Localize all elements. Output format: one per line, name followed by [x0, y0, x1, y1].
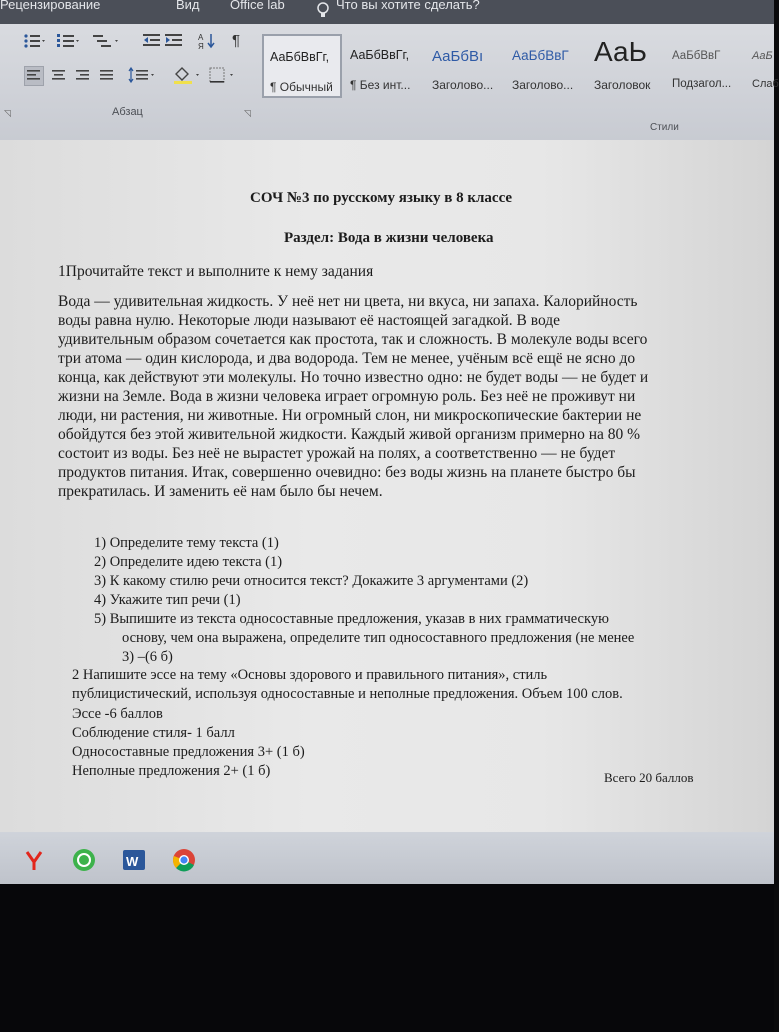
line-spacing-button[interactable] — [128, 67, 158, 85]
task2-line: Неполные предложения 2+ (1 б) — [72, 763, 271, 779]
style-subtle-emphasis[interactable]: АаБ Слаб — [752, 50, 779, 90]
increase-indent-button[interactable] — [164, 32, 184, 50]
question-item: 4) Укажите тип речи (1) — [94, 592, 241, 608]
question-item: 1) Определите тему текста (1) — [94, 535, 279, 551]
align-center-button[interactable] — [50, 67, 68, 85]
question-item: 2) Определите идею текста (1) — [94, 554, 283, 570]
question-item: основу, чем она выражена, определите тип односоставного предложения (не менее — [122, 630, 635, 646]
align-right-button[interactable] — [74, 67, 92, 85]
align-right-icon — [74, 67, 92, 83]
lightbulb-icon — [316, 2, 330, 18]
question-item: 3) К какому стилю речи относится текст? Докажите 3 аргументами (2) — [94, 573, 529, 589]
pilcrow-icon: ¶ — [232, 32, 241, 49]
justify-button[interactable] — [98, 67, 116, 85]
chrome-icon[interactable] — [170, 846, 198, 874]
multilevel-list-icon — [92, 32, 122, 50]
word-icon[interactable] — [120, 846, 148, 874]
numbering-icon — [56, 32, 82, 50]
style-heading-1[interactable]: АаБбВı Заголово... — [432, 48, 494, 92]
svg-text:A: A — [198, 33, 204, 42]
question-item: 3) –(6 б) — [122, 649, 173, 665]
style-no-spacing[interactable]: АаБбВвГг, ¶ Без инт... — [350, 48, 411, 92]
ribbon-tab-bar — [0, 0, 774, 24]
styles-gallery — [262, 34, 779, 96]
task1-heading: 1Прочитайте текст и выполните к нему задания — [58, 263, 374, 280]
whatsapp-icon[interactable] — [70, 846, 98, 874]
bullets-button[interactable] — [22, 32, 48, 50]
style-title[interactable]: АаЬ Заголовок — [594, 36, 651, 92]
borders-button[interactable] — [208, 66, 238, 84]
text-line: три атома — один кислорода, и два водорода. Тем не менее, учёным всё ещё не ясно до — [58, 350, 636, 367]
tab-office-lab[interactable]: Office lab — [230, 0, 285, 12]
bullets-icon — [22, 32, 48, 50]
text-line: Вода — удивительная жидкость. У неё нет ни цвета, ни вкуса, ни запаха. Калорийность — [58, 293, 638, 310]
text-line: продуктов питания. Итак, совершенно очевидно: без воды жизнь на планете быстро бы — [58, 464, 636, 481]
task2-line: 2 Напишите эссе на тему «Основы здорового и правильного питания», стиль — [72, 667, 548, 683]
document-page[interactable] — [0, 140, 774, 832]
tab-review[interactable]: Рецензирование — [0, 0, 101, 12]
tell-me-search[interactable]: Что вы хотите сделать? — [336, 0, 480, 12]
yandex-icon[interactable] — [20, 846, 48, 874]
style-heading-2[interactable]: АаБбВвГ Заголово... — [512, 48, 574, 92]
multilevel-list-button[interactable] — [92, 32, 122, 50]
question-item: 5) Выпишите из текста односоставные предложения, указав в них грамматическую — [94, 611, 609, 627]
taskbar — [0, 832, 774, 884]
task2-line: Односоставные предложения 3+ (1 б) — [72, 744, 305, 760]
task2-line: публицистический, используя односоставные и неполные предложения. Объем 100 слов. — [72, 686, 623, 702]
document-title: СОЧ №3 по русскому языку в 8 классе — [250, 190, 513, 206]
svg-text:W: W — [126, 854, 139, 869]
increase-indent-icon — [164, 32, 184, 50]
svg-text:Я: Я — [198, 42, 204, 51]
justify-icon — [98, 67, 116, 83]
style-subtitle[interactable]: АаБбВвГ Подзагол... — [672, 50, 732, 90]
paint-bucket-icon — [172, 66, 204, 84]
total-score: Всего 20 баллов — [604, 770, 694, 785]
text-line: люди, ни растения, ни животные. Ни огромный слон, ни микроскопические бактерии не — [58, 407, 642, 424]
text-line: удивительным образом сочетается как простота, так и сложность. В молекуле воды всего — [58, 331, 648, 348]
align-left-button[interactable] — [24, 66, 44, 86]
text-line: воды равна нулю. Некоторые люди называют её настоящей загадкой. В воде — [58, 312, 561, 329]
text-line: жизни на Земле. Вода в жизни человека играет огромную роль. Без неё не проживут ни — [58, 388, 636, 405]
pilcrow-button[interactable] — [232, 32, 240, 50]
sort-az-icon — [198, 32, 218, 50]
section-heading: Раздел: Вода в жизни человека — [284, 230, 494, 246]
monitor-bezel — [0, 884, 774, 1032]
task2-line: Соблюдение стиля- 1 балл — [72, 725, 235, 741]
style-normal[interactable]: АаБбВвГг, ¶ Обычный — [262, 34, 342, 98]
paragraph-dialog-launcher-icon[interactable]: ◹ — [244, 108, 251, 118]
align-center-icon — [50, 67, 68, 83]
decrease-indent-button[interactable] — [142, 32, 162, 50]
text-line: конца, как действуют эти молекулы. Но точно известно одно: не будет воды — не будет и — [58, 369, 649, 386]
text-line: обойдутся без этой живительной жидкости. Каждый живой организм примерно на 80 % — [58, 426, 641, 443]
styles-group-label: Стили — [650, 122, 679, 133]
align-left-icon — [25, 67, 43, 83]
paragraph-group-label: Абзац — [112, 106, 143, 118]
text-line: прекратилась. И заменить её нам было бы нечем. — [58, 483, 383, 500]
text-line: состоит из воды. Без неё не вырастет урожай на полях, а соответственно — не будет — [58, 445, 616, 462]
line-spacing-icon — [128, 67, 158, 83]
decrease-indent-icon — [142, 32, 162, 50]
borders-icon — [208, 66, 238, 84]
tab-view[interactable]: Вид — [176, 0, 200, 12]
numbering-button[interactable] — [56, 32, 82, 50]
shading-button[interactable] — [172, 66, 204, 84]
ribbon — [0, 24, 779, 140]
task2-line: Эссе -6 баллов — [72, 706, 163, 722]
font-dialog-launcher-icon[interactable]: ◹ — [4, 108, 11, 118]
sort-button[interactable] — [198, 32, 218, 50]
